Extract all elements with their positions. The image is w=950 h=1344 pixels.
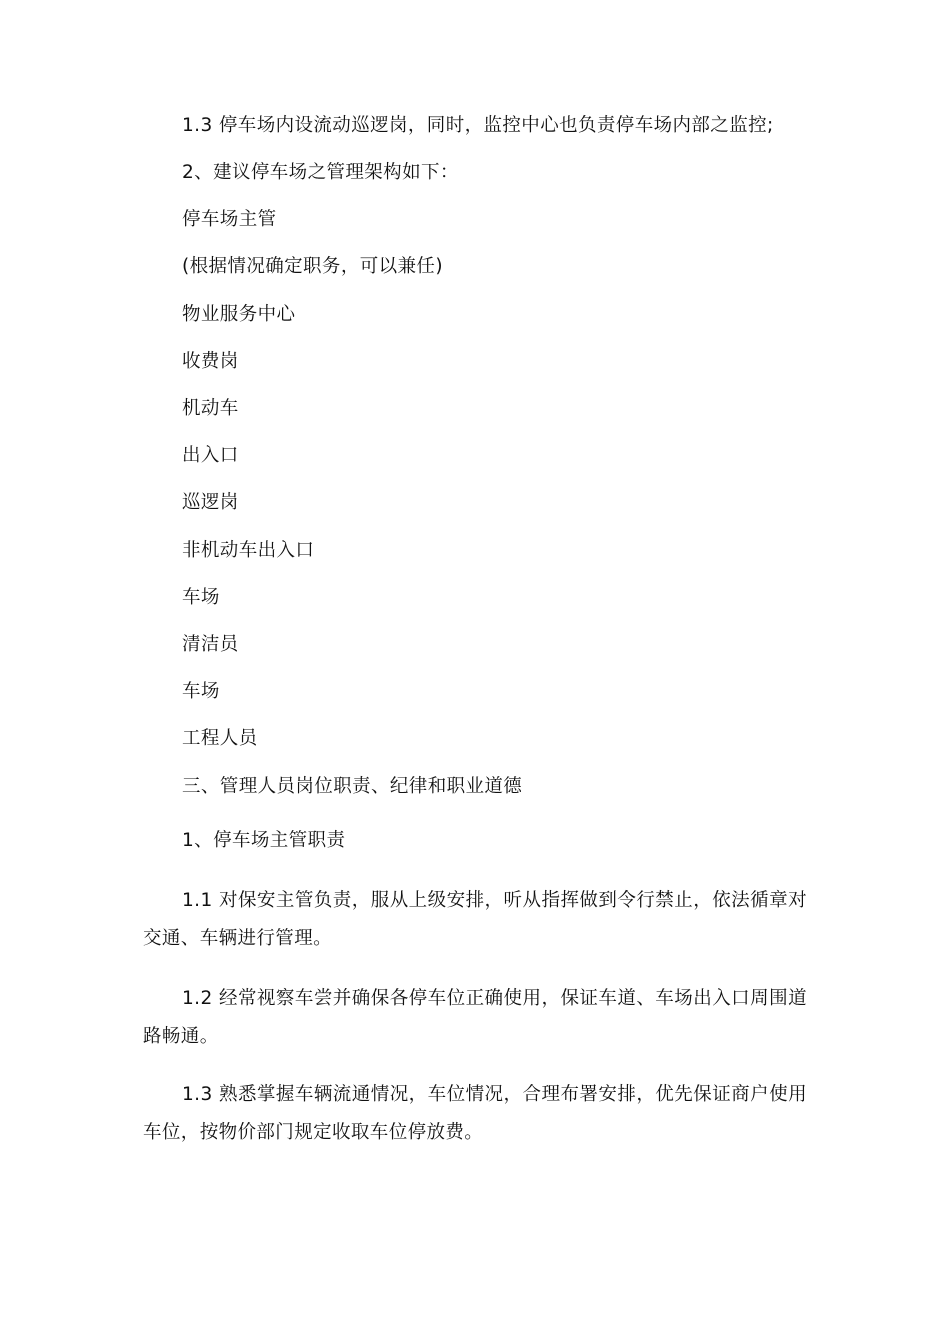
org-chart-label: 收费岗 (182, 351, 239, 372)
org-chart-label: 停车场主管 (182, 209, 277, 230)
section-heading: 三、管理人员岗位职责、纪律和职业道德 (182, 776, 523, 797)
body-paragraph: 1.2 经常视察车尝并确保各停车位正确使用，保证车道、车场出入口周围道路畅通。 (143, 988, 807, 1047)
body-paragraph: 1.1 对保安主管负责，服从上级安排，听从指挥做到令行禁止，依法循章对交通、车辆进行管理。 (143, 890, 807, 949)
text-line: 2、建议停车场之管理架构如下： (182, 162, 459, 183)
org-chart-label: (根据情况确定职务，可以兼任) (182, 256, 443, 277)
org-chart-label: 清洁员 (182, 634, 239, 655)
org-chart-label: 非机动车出入口 (182, 540, 315, 561)
body-paragraph: 1.3 熟悉掌握车辆流通情况，车位情况，合理布署安排，优先保证商户使用车位，按物价部门规定收取车位停放费。 (143, 1084, 807, 1143)
subsection-heading: 1、停车场主管职责 (182, 830, 346, 851)
org-chart-label: 机动车 (182, 398, 239, 419)
org-chart-label: 工程人员 (182, 728, 258, 749)
org-chart-label: 巡逻岗 (182, 492, 239, 513)
org-chart-label: 物业服务中心 (182, 304, 296, 325)
org-chart-label: 车场 (182, 587, 220, 608)
org-chart-label: 出入口 (182, 445, 239, 466)
text-line: 1.3 停车场内设流动巡逻岗，同时，监控中心也负责停车场内部之监控; (182, 115, 774, 136)
org-chart-label: 车场 (182, 681, 220, 702)
